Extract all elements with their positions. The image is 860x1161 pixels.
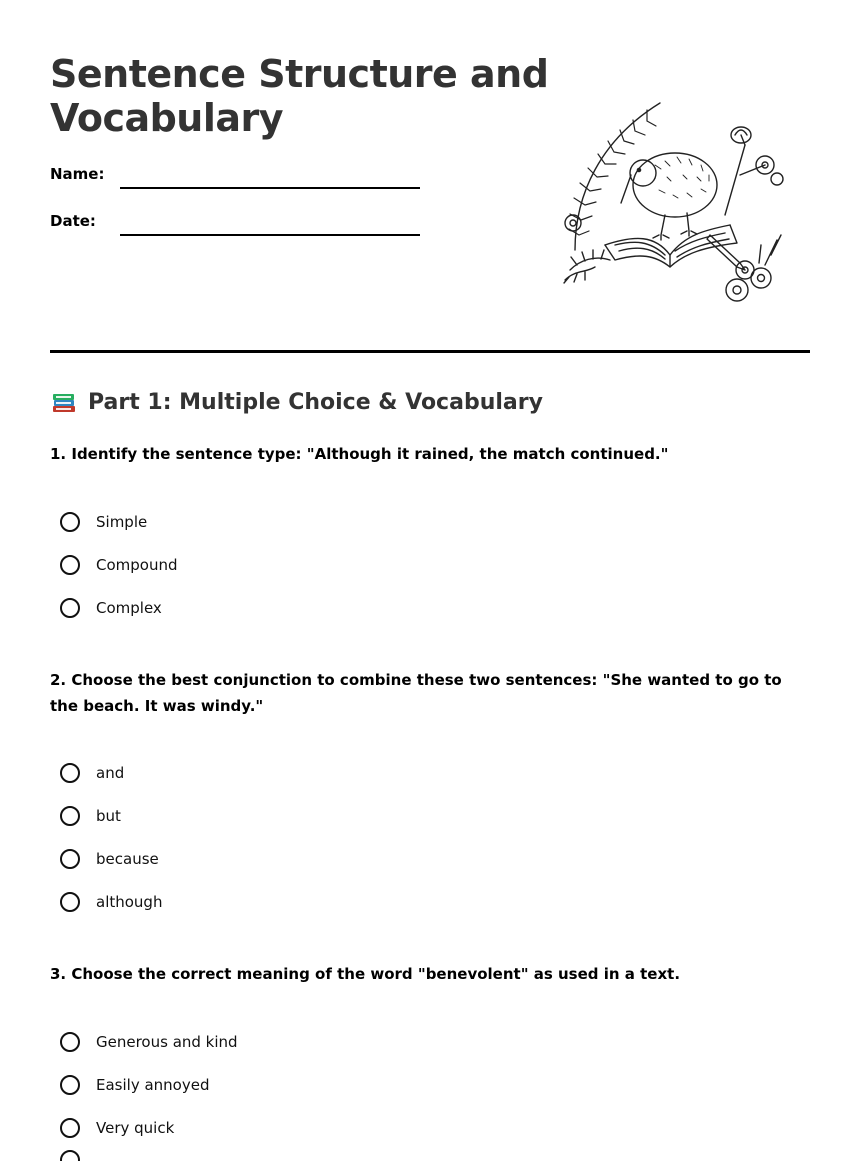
option-q3-annoyed[interactable] xyxy=(60,1072,209,1098)
option-q2-and[interactable] xyxy=(60,760,124,786)
section-divider xyxy=(50,350,810,353)
page-title: Sentence Structure and Vocabulary xyxy=(50,52,549,140)
option-label: Complex xyxy=(96,599,162,617)
question-1: 1. Identify the sentence type: "Although it rained, the match continued." xyxy=(50,445,669,463)
radio-button[interactable] xyxy=(60,892,80,912)
radio-button[interactable] xyxy=(60,512,80,532)
option-label: Simple xyxy=(96,513,148,531)
option-label: Generous and kind xyxy=(96,1033,238,1051)
option-label: but xyxy=(96,807,121,825)
option-q1-simple[interactable] xyxy=(60,509,147,535)
kiwi-bird-reading-book-icon xyxy=(555,95,785,310)
radio-button[interactable] xyxy=(60,849,80,869)
option-label: because xyxy=(96,850,159,868)
option-q3-generous[interactable] xyxy=(60,1029,238,1055)
radio-button[interactable] xyxy=(60,555,80,575)
radio-button[interactable] xyxy=(60,1150,80,1161)
radio-button[interactable] xyxy=(60,598,80,618)
radio-button[interactable] xyxy=(60,806,80,826)
radio-button[interactable] xyxy=(60,1118,80,1138)
option-label: and xyxy=(96,764,125,782)
question-2: 2. Choose the best conjunction to combine these two sentences: "She wanted to go to the beach. It was windy." xyxy=(50,671,782,715)
option-label: Compound xyxy=(96,556,178,574)
option-q1-complex[interactable] xyxy=(60,595,162,621)
date-label: Date: xyxy=(50,212,96,230)
radio-button[interactable] xyxy=(60,1075,80,1095)
option-q2-because[interactable] xyxy=(60,846,159,872)
option-q2-but[interactable] xyxy=(60,803,121,829)
part1-title: Part 1: Multiple Choice & Vocabulary xyxy=(88,389,543,415)
option-q1-compound[interactable] xyxy=(60,552,178,578)
books-icon xyxy=(50,388,78,416)
option-q2-although[interactable] xyxy=(60,889,162,915)
option-q3-quick[interactable] xyxy=(60,1115,174,1141)
radio-button[interactable] xyxy=(60,763,80,783)
option-label: Easily annoyed xyxy=(96,1076,210,1094)
date-field[interactable] xyxy=(120,234,420,236)
option-label: Very quick xyxy=(96,1119,175,1137)
name-label: Name: xyxy=(50,165,105,183)
question-3: 3. Choose the correct meaning of the word "benevolent" as used in a text. xyxy=(50,965,681,983)
option-label: although xyxy=(96,893,163,911)
option-q3-next[interactable] xyxy=(60,1150,80,1161)
part1-heading xyxy=(50,388,543,416)
radio-button[interactable] xyxy=(60,1032,80,1052)
name-field[interactable] xyxy=(120,187,420,189)
